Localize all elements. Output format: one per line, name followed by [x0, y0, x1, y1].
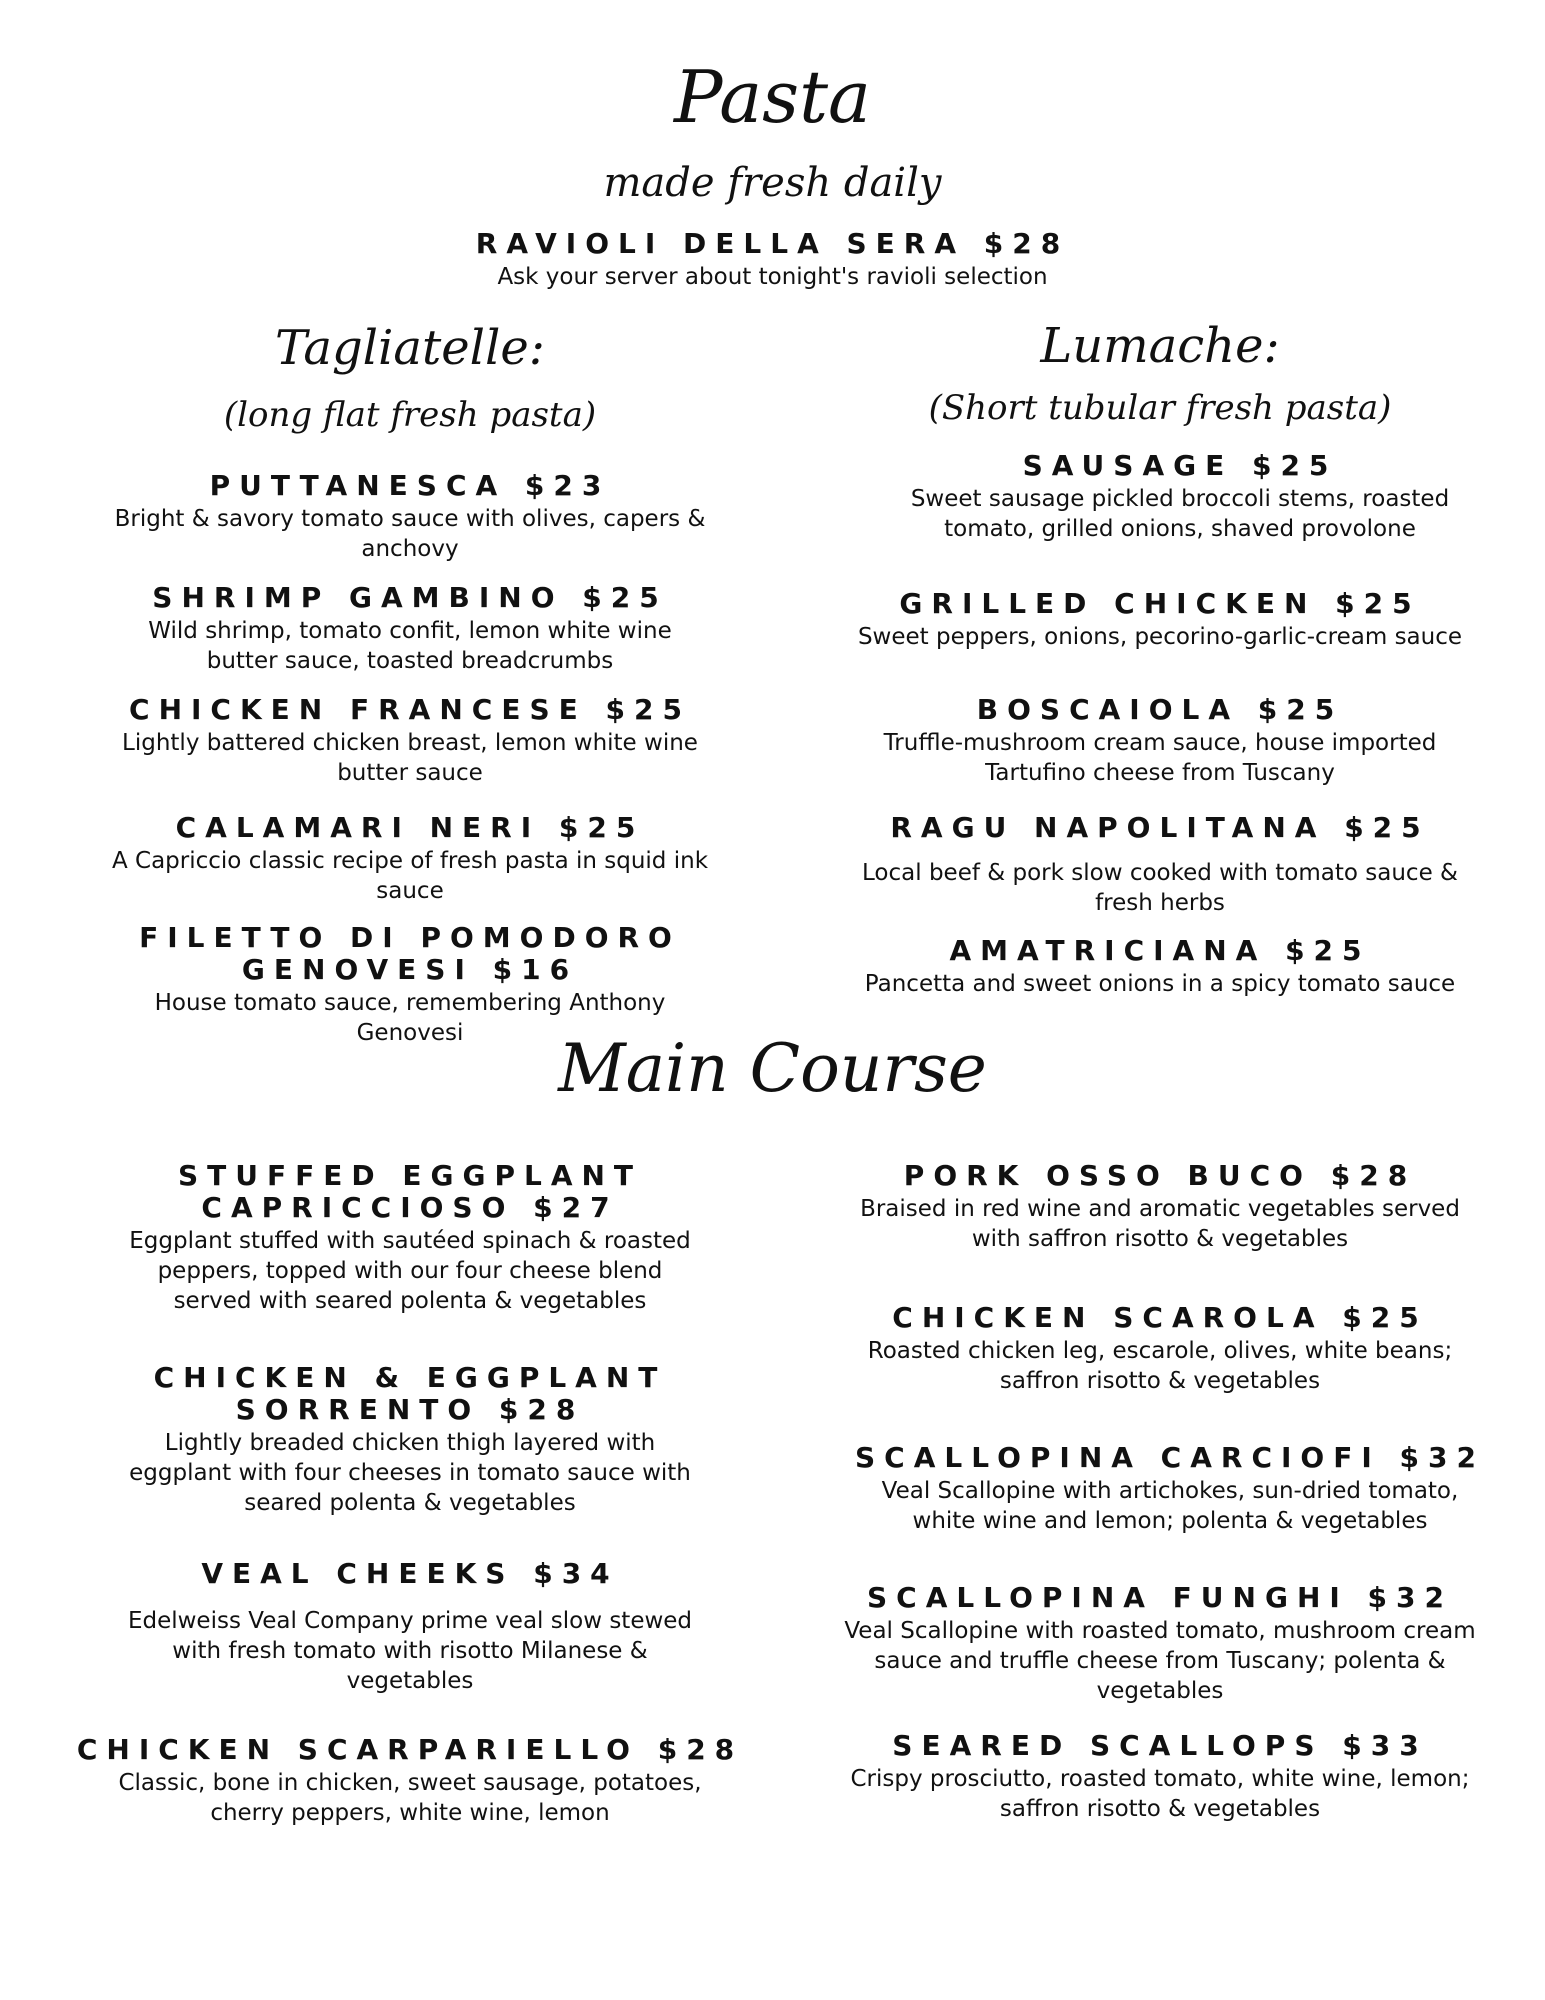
item-description: House tomato sauce, remembering Anthony Genovesi — [154, 990, 666, 1046]
menu-item — [120, 1362, 700, 1518]
pasta-subheading: made fresh daily — [603, 160, 942, 206]
item-name: SCALLOPINA FUNGHI $32 — [867, 1581, 1453, 1614]
item-name: CHICKEN FRANCESE $25 — [129, 693, 691, 726]
item-name: SEARED SCALLOPS $33 — [892, 1729, 1428, 1762]
item-description: Edelweiss Veal Company prime veal slow stewed with fresh tomato with risotto Milanese & vegetables — [127, 1608, 693, 1694]
lumache-heading: Lumache: — [1040, 318, 1280, 374]
item-description: Sweet peppers, onions, pecorino-garlic-cream sauce — [857, 624, 1463, 650]
special-item — [0, 228, 1545, 292]
special-description: Ask your server about tonight's ravioli selection — [497, 264, 1048, 290]
item-name: CALAMARI NERI $25 — [175, 811, 645, 844]
item-description: Sweet sausage pickled broccoli stems, roasted tomato, grilled onions, shaved provolone — [910, 486, 1450, 542]
special-name: RAVIOLI DELLA SERA $28 — [475, 227, 1070, 260]
item-name: PORK OSSO BUCO $28 — [903, 1159, 1417, 1192]
item-description: Braised in red wine and aromatic vegetables served with saffron risotto & vegetables — [860, 1196, 1460, 1252]
menu-item — [125, 1160, 695, 1316]
item-name: SCALLOPINA CARCIOFI $32 — [855, 1441, 1485, 1474]
menu-item — [840, 694, 1480, 788]
tagliatelle-subheading: (long flat fresh pasta) — [223, 395, 597, 435]
item-description: Eggplant stuffed with sautéed spinach & roasted peppers, topped with our four cheese blend served with seared polenta & vegetables — [129, 1228, 691, 1314]
menu-item — [840, 588, 1480, 652]
item-name: PUTTANESCA $23 — [209, 469, 611, 502]
menu-item — [110, 1558, 710, 1696]
menu-item — [110, 582, 710, 676]
menu-item — [840, 1730, 1480, 1824]
menu-item — [820, 1442, 1520, 1536]
menu-item — [110, 470, 710, 564]
menu-item — [840, 1302, 1480, 1396]
menu-item — [110, 694, 710, 788]
pasta-heading: Pasta — [674, 55, 871, 139]
item-description: Classic, bone in chicken, sweet sausage, potatoes, cherry peppers, white wine, lemon — [118, 1770, 702, 1826]
menu-item — [840, 935, 1480, 999]
item-description: Pancetta and sweet onions in a spicy tomato sauce — [864, 971, 1456, 997]
item-name: STUFFED EGGPLANT CAPRICCIOSO $27 — [177, 1159, 643, 1224]
menu-item — [110, 812, 710, 906]
item-description: Wild shrimp, tomato confit, lemon white wine butter sauce, toasted breadcrumbs — [148, 618, 672, 674]
item-name: CHICKEN SCAROLA $25 — [892, 1301, 1428, 1334]
item-description: Veal Scallopine with artichokes, sun-dried tomato, white wine and lemon; polenta & vegetables — [881, 1478, 1459, 1534]
item-name: FILETTO DI POMODORO GENOVESI $16 — [139, 921, 681, 986]
item-description: Lightly battered chicken breast, lemon white wine butter sauce — [122, 730, 698, 786]
item-description: Roasted chicken leg, escarole, olives, white beans; saffron risotto & vegetables — [867, 1338, 1453, 1394]
item-description: Bright & savory tomato sauce with olives, capers & anchovy — [114, 506, 706, 562]
item-description: Truffle-mushroom cream sauce, house imported Tartufino cheese from Tuscany — [883, 730, 1437, 786]
item-name: RAGU NAPOLITANA $25 — [890, 811, 1430, 844]
item-name: BOSCAIOLA $25 — [976, 693, 1344, 726]
item-description: Crispy prosciutto, roasted tomato, white wine, lemon; saffron risotto & vegetables — [850, 1766, 1470, 1822]
item-name: SAUSAGE $25 — [1022, 449, 1338, 482]
item-name: CHICKEN & EGGPLANT SORRENTO $28 — [153, 1361, 667, 1426]
menu-item — [840, 1160, 1480, 1254]
menu-item — [840, 812, 1480, 918]
lumache-subheading: (Short tubular fresh pasta) — [928, 388, 1392, 428]
item-name: AMATRICIANA $25 — [949, 934, 1371, 967]
tagliatelle-heading: Tagliatelle: — [275, 320, 545, 376]
item-name: CHICKEN SCARPARIELLO $28 — [76, 1733, 744, 1766]
item-description: Local beef & pork slow cooked with tomato sauce & fresh herbs — [862, 860, 1458, 916]
menu-item — [840, 1582, 1480, 1706]
menu-item — [40, 1734, 780, 1828]
item-name: VEAL CHEEKS $34 — [201, 1557, 619, 1590]
item-name: SHRIMP GAMBINO $25 — [152, 581, 668, 614]
menu-item — [900, 450, 1460, 544]
main-course-heading: Main Course — [558, 1030, 987, 1107]
item-description: Veal Scallopine with roasted tomato, mushroom cream sauce and truffle cheese from Tuscany; polenta & vegetables — [844, 1618, 1476, 1704]
item-description: Lightly breaded chicken thigh layered with eggplant with four cheeses in tomato sauce with seared polenta & vegetables — [129, 1430, 691, 1516]
item-description: A Capriccio classic recipe of fresh pasta in squid ink sauce — [111, 848, 709, 904]
item-name: GRILLED CHICKEN $25 — [899, 587, 1421, 620]
